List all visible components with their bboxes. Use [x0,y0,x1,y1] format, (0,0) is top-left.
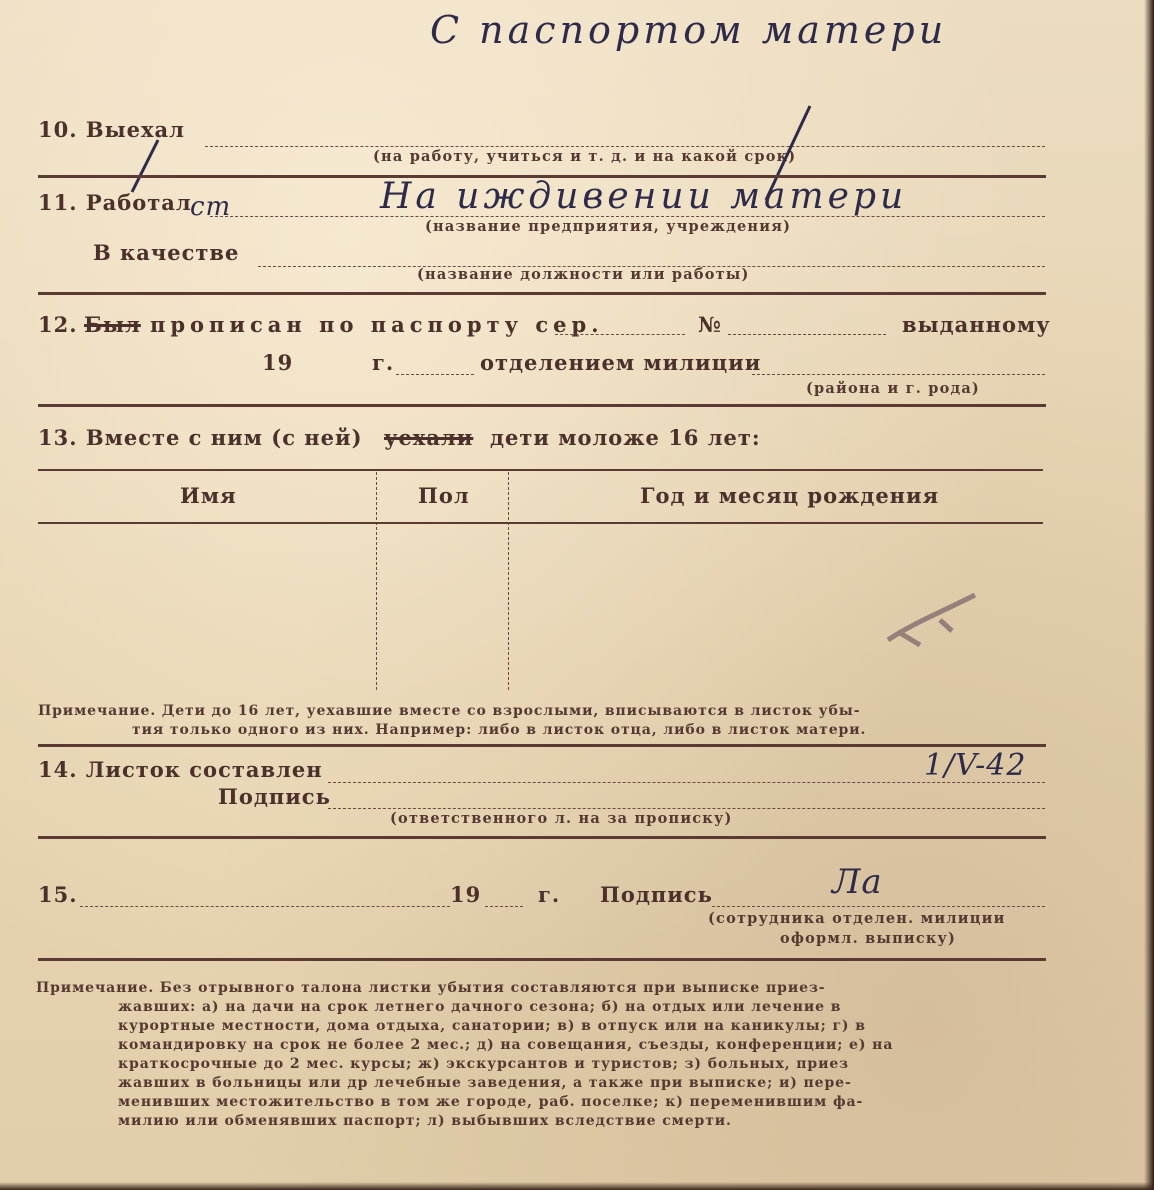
item15-year-line [485,906,523,907]
item11-position-label: В качестве [93,240,240,265]
table-smudge-mark [880,585,990,655]
item12-g-label: г. [372,350,395,375]
item11-handwritten-workplace: На иждивении матери [380,176,908,217]
item14-label: 14. Листок составлен [38,757,323,782]
item12-rule [38,404,1046,407]
item10-label: 10. Выехал [38,117,185,142]
children-table-col-name: Имя [180,483,237,508]
header-handwritten-note: С паспортом матери [430,8,948,52]
item14-signature-line [328,808,1045,809]
item13-label-prefix: 13. Вместе с ним (с ней) [38,425,363,450]
item15-date-line [80,906,450,907]
item12-number-sign: № [698,312,722,337]
children-table-header-rule [38,522,1043,524]
bottom-note-line4: командировку на срок не более 2 мес.; д) на совещания, съезды, конференции; е) на [118,1037,894,1053]
item12-caption: (района и г. рода) [806,380,980,397]
children-table-divider-1 [376,472,377,690]
item12-struck-word: Был [84,312,141,337]
item15-signature-line [712,906,1045,907]
item14-caption: (ответственного л. на за прописку) [390,810,733,827]
item10-caption: (на работу, учиться и т. д. и на какой срок) [373,148,797,165]
item11-caption-position: (название должности или работы) [417,266,750,283]
item12-number: 12. [38,312,78,337]
bottom-note-line7: менивших местожительство в том же городе, раб. поселке; к) переменившим фа- [118,1094,864,1110]
item12-series-line [555,334,685,335]
bottom-note-line8: милию или обменявших паспорт; л) выбывших вследствие смерти. [118,1113,732,1129]
item15-signature-label: Подпись [600,882,713,907]
item13-label-suffix: дети моложе 16 лет: [490,425,761,450]
item11-rule [38,292,1046,295]
bottom-note-line5: краткосрочные до 2 мес. курсы; ж) экскурсантов и туристов; з) больных, приез [118,1056,850,1072]
children-table-col-sex: Пол [418,483,470,508]
bottom-note-line1: Примечание. Без отрывного талона листки убытия составляются при выписке приез- [36,980,826,996]
item14-signature-label: Подпись [218,784,331,809]
item11-label: 11. Работал [38,190,192,215]
item15-caption1: (сотрудника отделен. милиции [708,910,1006,927]
children-table-col-birth: Год и месяц рождения [640,483,940,508]
item14-rule [38,836,1046,839]
paper-bottom-edge [0,1182,1154,1190]
item13-note-line1: Примечание. Дети до 16 лет, уехавшие вместе со взрослыми, вписываются в листок убы- [38,703,861,719]
item13-note-line2: тия только одного из них. Например: либо в листок отца, либо в листок матери. [132,722,867,738]
item15-caption2: оформл. выписку) [780,930,957,947]
item11-caption-enterprise: (название предприятия, учреждения) [425,218,792,235]
item15-handwritten-signature: Ла [832,862,883,902]
item13-table-top-rule [38,469,1043,471]
item12-year-label: 19 [262,350,294,375]
item15-label: 15. [38,882,78,907]
item12-dept-line [752,374,1045,375]
children-table-divider-2 [508,472,509,690]
paper-right-edge [1144,0,1154,1190]
item12-dept-label: отделением милиции [480,350,762,375]
item14-handwritten-date: 1/V-42 [924,748,1027,783]
item11-handwritten-prefix: ст [190,192,232,222]
item12-label: прописан по паспорту сер. [150,312,604,337]
item15-rule [38,958,1046,961]
item15-g: г. [538,882,561,907]
item12-issued-label: выданному [902,312,1051,337]
bottom-note-line2: жавших: а) на дачи на срок летнего дачного сезона; б) на отдых или лечение в [118,999,842,1015]
item13-rule [38,744,1046,747]
item13-struck-word: уехали [384,425,474,450]
bottom-note-line3: курортные местности, дома отдыха, санатории; в) в отпуск или на каникулы; г) в [118,1018,866,1034]
item12-g-line [396,374,474,375]
item12-number-line [728,334,886,335]
item11-fill-line [210,216,1045,217]
item15-year: 19 [450,882,482,907]
bottom-note-line6: жавших в больницы или др лечебные заведения, а также при выписке; и) пере- [118,1075,852,1091]
